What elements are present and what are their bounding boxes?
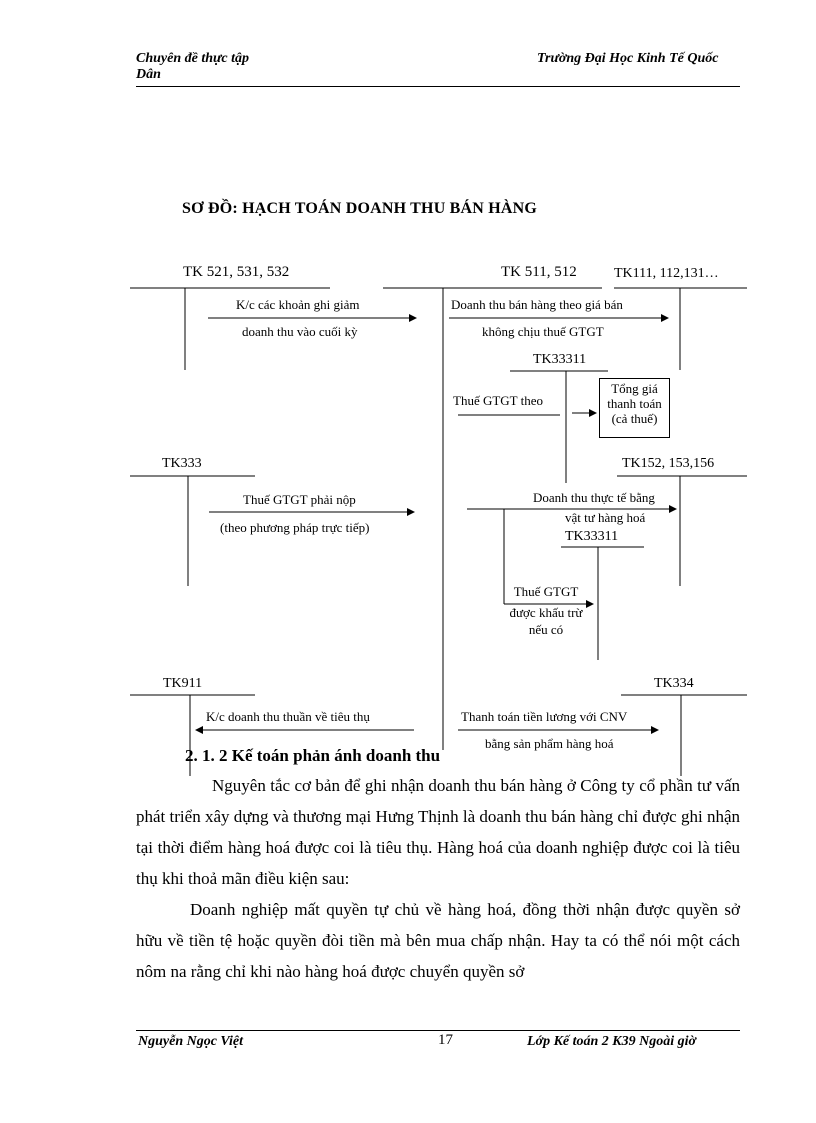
account-tk33311-mid: TK33311 bbox=[565, 529, 619, 544]
footer-page-number: 17 bbox=[438, 1032, 453, 1048]
account-tk111: TK111, 112,131… bbox=[614, 266, 719, 281]
footer-rule bbox=[136, 1030, 740, 1031]
account-tk33311-top: TK33311 bbox=[533, 352, 587, 367]
label-dt-ban-2: không chịu thuế GTGT bbox=[482, 324, 604, 339]
header-left-line2: Dân bbox=[136, 67, 161, 82]
label-kc-thuan: K/c doanh thu thuần về tiêu thụ bbox=[206, 709, 370, 724]
label-tt-luong-2: bằng sản phẩm hàng hoá bbox=[485, 736, 614, 751]
account-tk511: TK 511, 512 bbox=[501, 264, 577, 280]
account-tk152: TK152, 153,156 bbox=[622, 456, 715, 471]
label-kc-giam-2: doanh thu vào cuối kỳ bbox=[242, 324, 358, 339]
diagram-title: SƠ ĐỒ: HẠCH TOÁN DOANH THU BÁN HÀNG bbox=[182, 200, 538, 217]
tong-gia-box: Tổng giá thanh toán (cả thuế) bbox=[599, 378, 670, 438]
paragraph-1: Nguyên tắc cơ bản để ghi nhận doanh thu bán hàng ở Công ty cổ phần tư vấn phát triển xây dựng và thương mại Hưng Thịnh là doanh thu bán hàng chỉ được ghi nhận tại thời điểm hàng hoá được coi là tiêu thụ. Hàng hoá của doanh nghiệp được coi là tiêu thụ khi thoả mãn điều kiện sau: bbox=[136, 776, 740, 888]
label-thue-nop-1: Thuế GTGT phải nộp bbox=[243, 492, 356, 507]
header-right: Trường Đại Học Kinh Tế Quốc bbox=[537, 51, 719, 66]
label-tt-luong-1: Thanh toán tiền lương với CNV bbox=[461, 709, 628, 724]
label-thue-kt-2: được khấu trừ bbox=[509, 605, 583, 620]
footer-author: Nguyễn Ngọc Việt bbox=[138, 1034, 243, 1049]
label-thue-nop-2: (theo phương pháp trực tiếp) bbox=[220, 520, 370, 535]
account-tk911: TK911 bbox=[163, 676, 203, 691]
account-tk521: TK 521, 531, 532 bbox=[183, 264, 290, 280]
account-tk333: TK333 bbox=[162, 456, 202, 471]
footer-class: Lớp Kế toán 2 K39 Ngoài giờ bbox=[527, 1034, 697, 1049]
label-thue-kt-1: Thuế GTGT bbox=[513, 584, 579, 599]
section-heading: 2. 1. 2 Kế toán phản ánh doanh thu bbox=[185, 746, 441, 765]
account-tk334: TK334 bbox=[654, 676, 694, 691]
header-left-line1: Chuyên đề thực tập bbox=[136, 51, 250, 66]
label-thue-theo: Thuế GTGT theo bbox=[453, 393, 544, 408]
label-dt-thucte-1: Doanh thu thực tế bằng bbox=[533, 490, 655, 505]
label-dt-thucte-2: vật tư hàng hoá bbox=[565, 510, 646, 525]
label-thue-kt bbox=[498, 583, 594, 638]
label-dt-ban-1: Doanh thu bán hàng theo giá bán bbox=[451, 297, 623, 312]
paragraph-2: Doanh nghiệp mất quyền tự chủ về hàng hoá, đồng thời nhận được quyền sở hữu về tiền tệ hoặc quyền đòi tiền mà bên mua chấp nhận. Hay ta có thể nói một cách nôm na rằng chỉ khi nào hàng hoá được chuyển quyền sở bbox=[136, 900, 740, 981]
label-thue-kt-3: nếu có bbox=[528, 622, 564, 637]
label-kc-giam-1: K/c các khoản ghi giảm bbox=[236, 297, 360, 312]
